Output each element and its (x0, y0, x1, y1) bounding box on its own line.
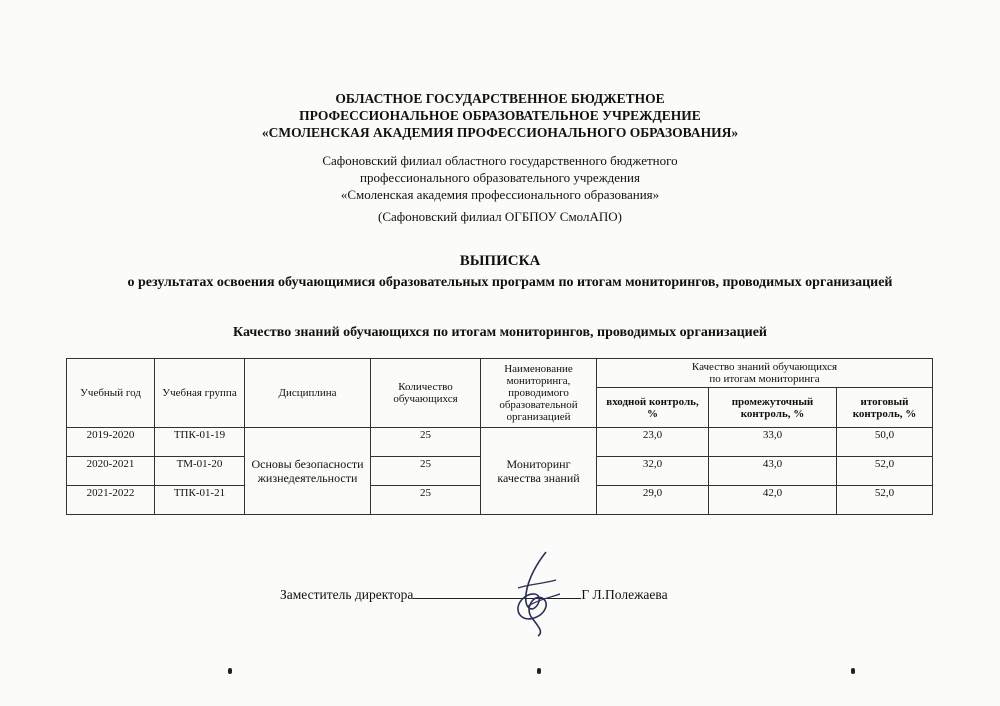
handwritten-signature-icon (498, 548, 578, 638)
scan-mark (537, 668, 541, 674)
header-group: Учебная группа (155, 359, 245, 428)
table-row (67, 428, 933, 457)
cell-count: 25 (371, 428, 481, 457)
org-line-1: ОБЛАСТНОЕ ГОСУДАРСТВЕННОЕ БЮДЖЕТНОЕ (335, 91, 665, 106)
cell-group: ТПК-01-19 (155, 428, 245, 457)
cell-final: 52,0 (837, 486, 933, 515)
cell-count: 25 (371, 457, 481, 486)
cell-entry: 29,0 (597, 486, 709, 515)
table-title: Качество знаний обучающихся по итогам мониторингов, проводимых организацией (233, 325, 767, 340)
cell-monitoring: Мониторинг качества знаний (481, 428, 597, 515)
cell-discipline: Основы безопасности жизнедеятельности (245, 428, 371, 515)
org-line-3: «СМОЛЕНСКАЯ АКАДЕМИЯ ПРОФЕССИОНАЛЬНОГО ОБРАЗОВАНИЯ» (261, 125, 739, 140)
header-final: итоговый контроль, % (837, 388, 933, 428)
short-name: (Сафоновский филиал ОГБПОУ СмолАПО) (378, 209, 622, 224)
header-quality-line-1: Качество знаний обучающихся (691, 361, 838, 374)
branch-line-3: «Смоленская академия профессионального образования» (340, 187, 660, 202)
branch-line-1: Сафоновский филиал областного государственного бюджетного (322, 153, 678, 168)
cell-entry: 23,0 (597, 428, 709, 457)
scan-mark (228, 668, 232, 674)
cell-year: 2021-2022 (67, 486, 155, 515)
header-quality-line-2: по итогам мониторинга (709, 373, 820, 386)
scan-mark (851, 668, 855, 674)
cell-count: 25 (371, 486, 481, 515)
results-table (66, 358, 933, 515)
header-year: Учебный год (67, 359, 155, 428)
org-line-2: ПРОФЕССИОНАЛЬНОЕ ОБРАЗОВАТЕЛЬНОЕ УЧРЕЖДЕНИЕ (299, 108, 701, 123)
cell-group: ТПК-01-21 (155, 486, 245, 515)
signatory-position: Заместитель директора (280, 587, 414, 602)
branch-line-2: профессионального образовательного учреждения (360, 170, 640, 185)
cell-intermediate: 43,0 (709, 457, 837, 486)
header-intermediate: промежуточный контроль, % (709, 388, 837, 428)
signature-line (280, 586, 668, 603)
cell-intermediate: 33,0 (709, 428, 837, 457)
cell-year: 2019-2020 (67, 428, 155, 457)
cell-entry: 32,0 (597, 457, 709, 486)
document-subtitle: о результатах освоения обучающимися образовательных программ по итогам мониторингов, проводимых организацией (127, 275, 893, 290)
cell-final: 50,0 (837, 428, 933, 457)
document-title: ВЫПИСКА (459, 253, 541, 269)
organization-header (0, 90, 1000, 141)
header-monitoring: Наименование мониторинга, проводимого образовательной организацией (481, 359, 597, 428)
signatory-name: Г Л.Полежаева (581, 587, 668, 602)
cell-intermediate: 42,0 (709, 486, 837, 515)
header-discipline: Дисциплина (245, 359, 371, 428)
cell-year: 2020-2021 (67, 457, 155, 486)
cell-final: 52,0 (837, 457, 933, 486)
header-count: Количество обучающихся (371, 359, 481, 428)
header-quality (597, 359, 933, 388)
cell-group: ТМ-01-20 (155, 457, 245, 486)
header-entry: входной контроль, % (597, 388, 709, 428)
branch-header (0, 152, 1000, 203)
